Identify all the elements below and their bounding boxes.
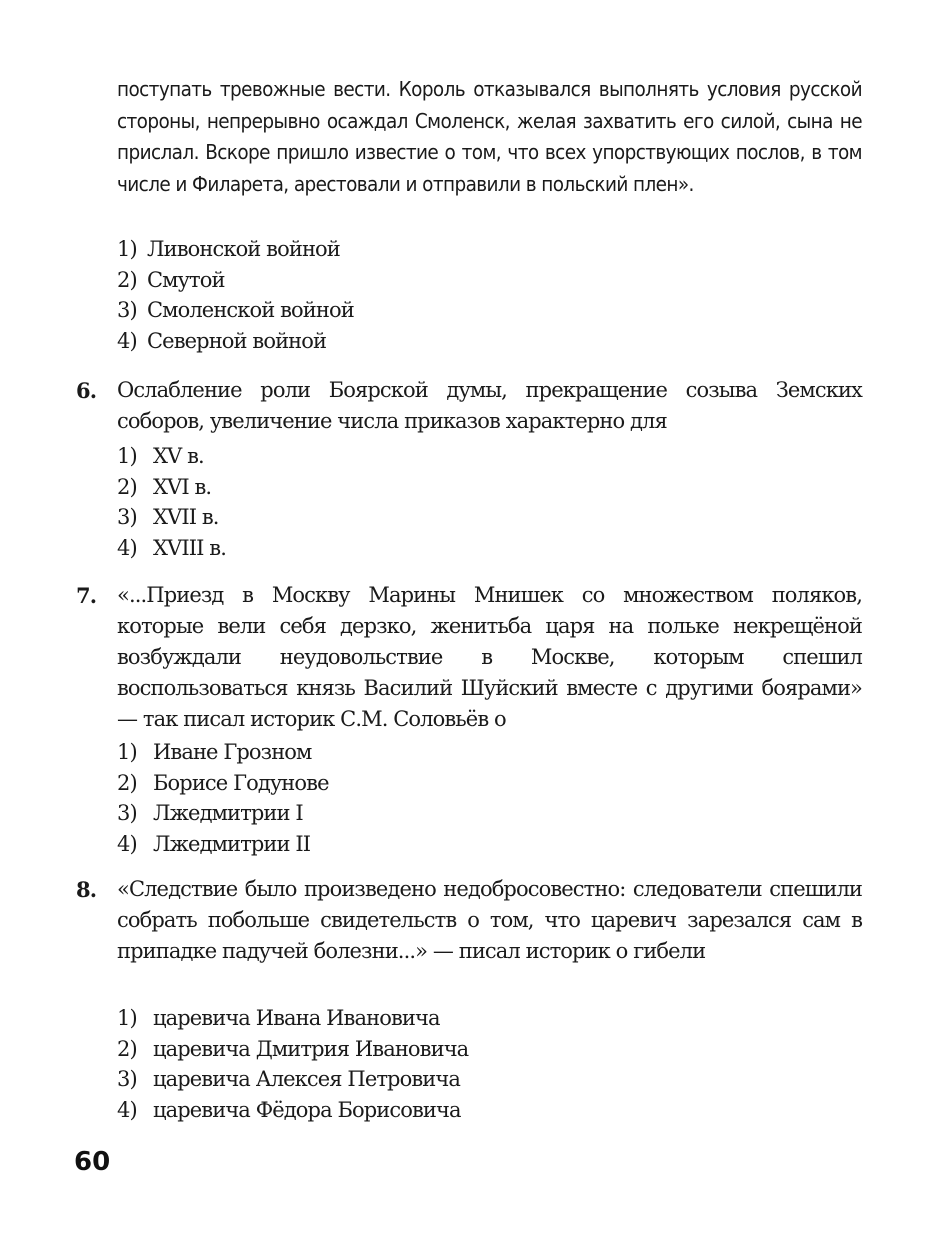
option-number: 1)	[117, 444, 137, 468]
option-number: 3)	[117, 801, 137, 825]
option-number: 2)	[117, 267, 137, 292]
answer-option	[117, 737, 329, 768]
option-text: царевича Ивана Ивановича	[153, 1006, 440, 1030]
option-text: Смутой	[147, 267, 225, 292]
question-8	[76, 874, 862, 967]
option-text: XVIII в.	[153, 535, 226, 560]
option-number: 1)	[117, 237, 137, 261]
option-text: XVII в.	[153, 505, 219, 529]
answer-option	[117, 768, 329, 799]
answer-option	[117, 295, 354, 326]
q6-options	[117, 441, 226, 563]
answer-option	[117, 326, 354, 357]
option-number: 2)	[117, 474, 137, 499]
option-text: царевича Алексея Петровича	[153, 1067, 460, 1091]
question-text: «Следствие было произведено недобросовестно: следователи спешили собрать побольше свидетельств о том, что царевич зарезался сам в припадке падучей болезни...» — писал историк о гибели	[117, 877, 862, 963]
answer-option	[117, 441, 226, 472]
answer-option	[117, 472, 226, 503]
question-number: 8.	[76, 877, 97, 902]
answer-option	[117, 798, 329, 829]
page-number: 60	[74, 1147, 111, 1177]
option-number: 3)	[117, 1067, 137, 1091]
option-text: царевича Дмитрия Ивановича	[153, 1036, 469, 1061]
answer-option	[117, 829, 329, 860]
answer-option	[117, 234, 354, 265]
answer-option	[117, 1095, 468, 1126]
option-text: Иване Грозном	[153, 740, 312, 764]
option-number: 2)	[117, 1036, 137, 1061]
option-text: Лжедмитрии II	[153, 831, 311, 856]
answer-option	[117, 265, 354, 296]
option-number: 4)	[117, 328, 137, 353]
q7-options	[117, 737, 329, 859]
option-text: Смоленской войной	[147, 298, 354, 322]
answer-option	[117, 502, 226, 533]
option-text: Северной войной	[147, 328, 327, 353]
question-number: 7.	[76, 583, 97, 608]
option-number: 3)	[117, 298, 137, 322]
answer-option	[117, 1003, 468, 1034]
question-7	[76, 580, 862, 735]
question-number: 6.	[76, 378, 97, 403]
q5-options	[117, 234, 354, 356]
option-number: 1)	[117, 740, 137, 764]
option-number: 3)	[117, 505, 137, 529]
question-text: «...Приезд в Москву Марины Мнишек со множеством поляков, которые вели себя дерзко, женитьба царя на польке некрещёной возбуждали неудовольствие в Москве, которым спешил воспользоваться князь Василий Шуйский вместе с другими боярами» — так писал историк С.М. Соловьёв о	[117, 583, 862, 731]
option-number: 4)	[117, 831, 137, 856]
quote-text: поступать тревожные вести. Король отказывался выполнять условия русской стороны, непрерывно осаждал Смоленск, желая захватить его силой, сына не прислал. Вскоре пришло известие о том, что всех упорствующих послов, в том числе и Филарета, арестовали и отправили в польский плен».	[117, 77, 862, 196]
answer-option	[117, 533, 226, 564]
answer-option	[117, 1064, 468, 1095]
option-text: XV в.	[153, 444, 204, 468]
question-6	[76, 375, 862, 437]
answer-option	[117, 1034, 468, 1065]
option-number: 2)	[117, 770, 137, 795]
option-text: XVI в.	[153, 474, 212, 499]
option-text: Ливонской войной	[147, 237, 340, 261]
question-text: Ослабление роли Боярской думы, прекращение созыва Земских соборов, увеличение числа приказов характерно для	[117, 378, 862, 433]
quote-continuation	[117, 74, 862, 200]
option-text: Лжедмитрии I	[153, 801, 303, 825]
option-number: 4)	[117, 535, 137, 560]
option-number: 4)	[117, 1097, 137, 1122]
q8-options	[117, 1003, 468, 1125]
option-text: Борисе Годунове	[153, 770, 329, 795]
option-text: царевича Фёдора Борисовича	[153, 1097, 461, 1122]
option-number: 1)	[117, 1006, 137, 1030]
